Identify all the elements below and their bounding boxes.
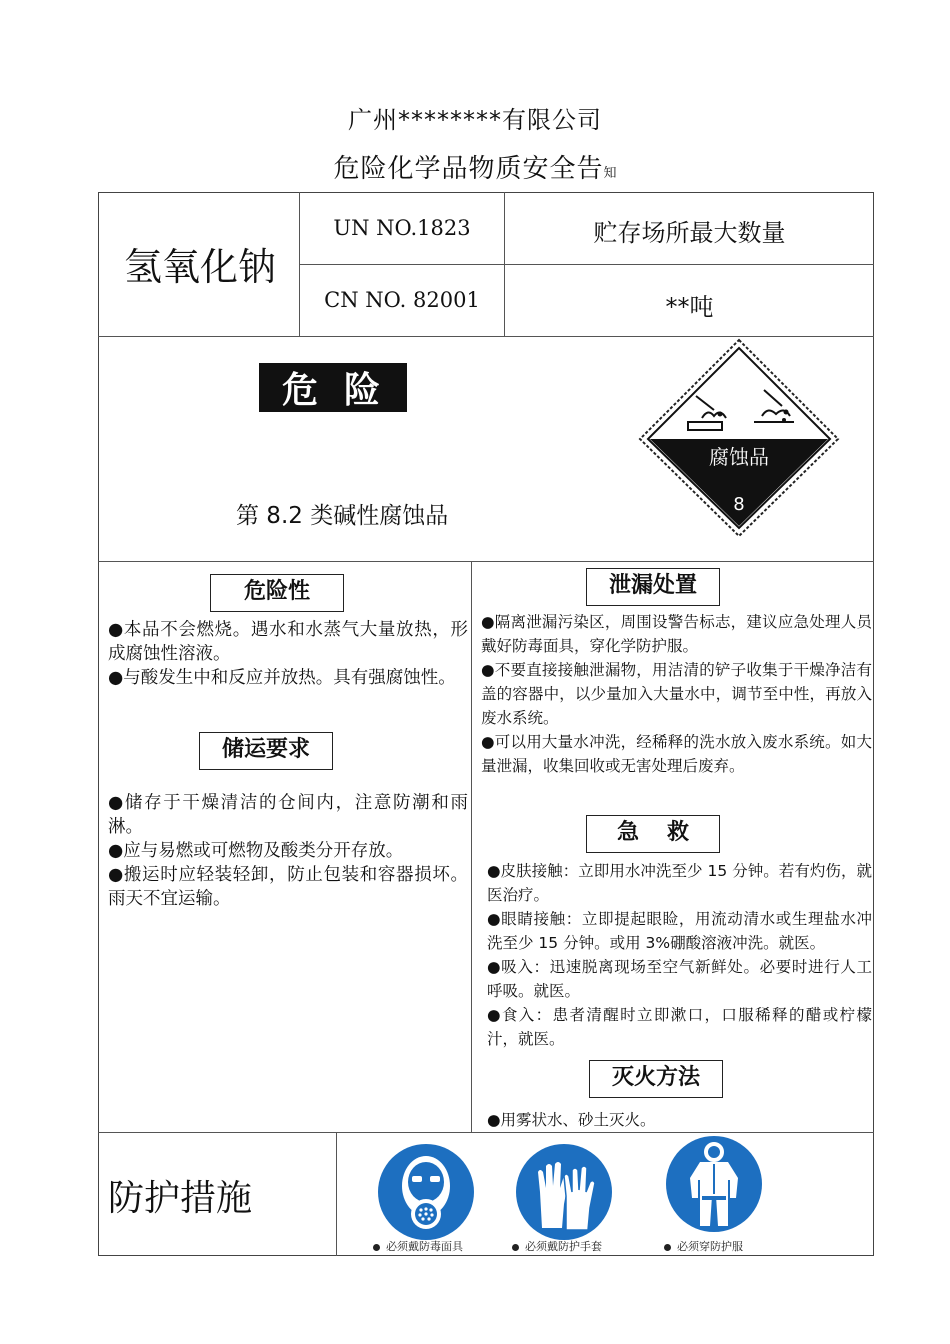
divider bbox=[98, 1132, 874, 1133]
leak-item: ●不要直接接触泄漏物，用洁清的铲子收集于干燥净洁有盖的容器中，以少量加入大量水中，调节至中性，再放入废水系统。 bbox=[481, 661, 872, 727]
storage-item: ●搬运时应轻装轻卸，防止包装和容器损坏。雨天不宜运输。 bbox=[108, 865, 468, 909]
section-title-storage: 储运要求 bbox=[199, 732, 333, 770]
bullet-icon bbox=[664, 1244, 671, 1251]
storage-item: ●应与易燃或可燃物及酸类分开存放。 bbox=[108, 841, 404, 861]
corrosive-diamond-icon bbox=[636, 338, 842, 538]
document-title-main: 危险化学品物质安全告 bbox=[333, 154, 604, 184]
storage-list bbox=[108, 791, 468, 911]
first-aid-item: ●皮肤接触：立即用水冲洗至少 15 分钟。若有灼伤，就医治疗。 bbox=[487, 862, 872, 904]
divider bbox=[471, 561, 472, 1132]
storage-item: ●储存于干燥清洁的仓间内，注意防潮和雨淋。 bbox=[108, 793, 468, 837]
hazard-item: ●与酸发生中和反应并放热。具有强腐蚀性。 bbox=[108, 668, 456, 688]
hazards-list bbox=[108, 618, 468, 690]
first-aid-item: ●食入：患者清醒时立即漱口，口服稀释的醋或柠檬汁，就医。 bbox=[487, 1006, 872, 1048]
max-storage-value: **吨 bbox=[665, 293, 714, 321]
danger-signal-word: 危险 bbox=[259, 363, 407, 412]
hazard-item: ●本品不会燃烧。遇水和水蒸气大量放热，形成腐蚀性溶液。 bbox=[108, 620, 468, 664]
divider bbox=[299, 264, 874, 265]
first-aid-item: ●眼睛接触：立即提起眼睑，用流动清水或生理盐水冲洗至少 15 分钟。或用 3%硼酸溶液冲洗。就医。 bbox=[487, 910, 872, 952]
un-number: UN NO.1823 bbox=[333, 216, 471, 240]
leak-item: ●隔离泄漏污染区，周围设警告标志，建议应急处理人员戴好防毒面具，穿化学防护服。 bbox=[481, 613, 872, 655]
document-title bbox=[0, 148, 950, 185]
bullet-icon bbox=[512, 1244, 519, 1251]
fire-list bbox=[487, 1108, 872, 1132]
leak-item: ●可以用大量水冲洗，经稀释的洗水放入废水系统。如大量泄漏，收集回收或无害处理后废弃。 bbox=[481, 733, 872, 775]
sign-caption-suit: 必须穿防护服 bbox=[664, 1238, 743, 1254]
first-aid-list bbox=[487, 859, 872, 1051]
sign-caption-gas-mask: 必须戴防毒面具 bbox=[373, 1238, 463, 1254]
divider bbox=[98, 336, 874, 337]
protective-suit-icon bbox=[664, 1134, 764, 1234]
first-aid-item: ●吸入：迅速脱离现场至空气新鲜处。必要时进行人工呼吸。就医。 bbox=[487, 958, 872, 1000]
hazard-class: 第 8.2 类碱性腐蚀品 bbox=[236, 503, 449, 529]
cn-number: CN NO. 82001 bbox=[324, 288, 480, 312]
divider bbox=[336, 1132, 337, 1256]
max-storage-label: 贮存场所最大数量 bbox=[593, 219, 786, 247]
section-title-hazards: 危险性 bbox=[210, 574, 344, 612]
diamond-label: 腐蚀品 bbox=[709, 445, 769, 469]
divider bbox=[98, 561, 874, 562]
protection-title: 防护措施 bbox=[108, 1178, 253, 1219]
section-title-fire: 灭火方法 bbox=[589, 1060, 723, 1098]
bullet-icon bbox=[373, 1244, 380, 1251]
document-title-suffix: 知 bbox=[603, 166, 617, 181]
section-title-first-aid: 急救 bbox=[586, 815, 720, 853]
fire-item: ●用雾状水、砂土灭火。 bbox=[487, 1111, 656, 1129]
leak-list bbox=[481, 610, 872, 778]
gloves-icon bbox=[514, 1142, 614, 1242]
sign-caption-gloves: 必须戴防护手套 bbox=[512, 1238, 602, 1254]
company-name: 广州********有限公司 bbox=[348, 106, 602, 134]
gas-mask-icon bbox=[376, 1142, 476, 1242]
chemical-name: 氢氧化钠 bbox=[123, 245, 276, 289]
diamond-class-number: 8 bbox=[733, 494, 745, 515]
section-title-leak: 泄漏处置 bbox=[586, 568, 720, 606]
